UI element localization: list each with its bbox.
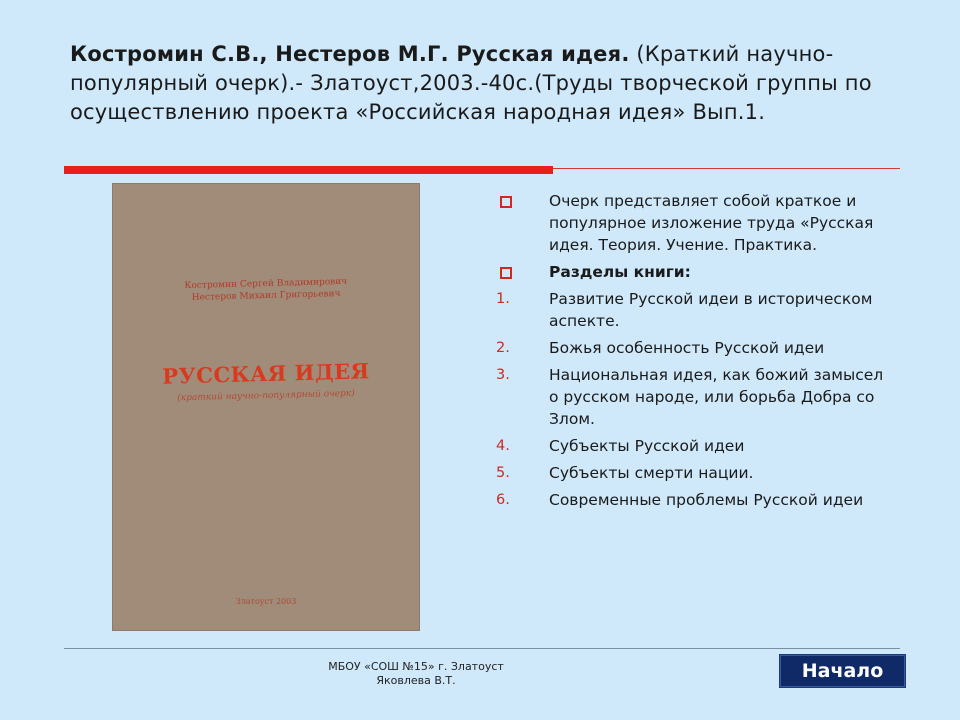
title-authors-bold: Костромин С.В., Нестеров М.Г. Русская идея. [70,42,630,66]
section-item-2 [496,337,896,359]
section-text: Субъекты Русской идеи [549,437,745,455]
section-number: 4. [496,438,510,454]
list-item-intro [496,190,896,256]
section-item-3 [496,364,896,430]
section-text: Божья особенность Русской идеи [549,339,825,357]
sections-heading: Разделы книги: [549,263,691,281]
section-number: 3. [496,367,510,383]
slide-title [70,40,900,127]
section-number: 5. [496,465,510,481]
title-divider-accent [64,166,553,174]
footer-divider-line [64,648,900,649]
section-item-1 [496,288,896,332]
title-description: (Краткий научно-популярный очерк).- Златоуст,2003.-40с.(Труды творческой группы по осуществлению проекта «Российская народная идея» Вып.1. [70,42,872,124]
section-text: Современные проблемы Русской идеи [549,491,864,509]
book-cover-title: РУССКАЯ ИДЕЯ [162,358,370,389]
section-number: 1. [496,291,510,307]
section-text: Субъекты смерти нации. [549,464,754,482]
footer-school: МБОУ «СОШ №15» г. Златоуст [328,660,504,673]
footer-author: Яковлева В.Т. [376,674,456,687]
start-button[interactable]: Начало [780,655,905,687]
section-text: Национальная идея, как божий замысел о русском народе, или борьба Добра со Злом. [549,366,884,428]
list-item-sections-heading [496,261,896,283]
book-cover-authors [112,274,421,306]
book-cover-author-1: Костромин Сергей Владимирович [184,276,348,292]
section-text: Развитие Русской идеи в историческом аспекте. [549,290,873,330]
section-item-5 [496,462,896,484]
book-cover-city-year: Златоуст 2003 [235,597,297,606]
section-item-6 [496,489,896,511]
section-item-4 [496,435,896,457]
square-bullet-icon [496,261,512,285]
square-bullet-icon [496,190,512,214]
section-number: 2. [496,340,510,356]
content-list [496,190,896,516]
footer-credits [300,660,532,688]
section-number: 6. [496,492,510,508]
book-cover-author-2: Нестеров Михаил Григорьевич [191,289,341,303]
intro-text: Очерк представляет собой краткое и популярное изложение труда «Русская идея. Теория. Учение. Практика. [549,192,874,254]
book-cover-image [112,183,420,631]
book-cover-subtitle: (краткий научно-популярный очерк) [177,388,355,404]
